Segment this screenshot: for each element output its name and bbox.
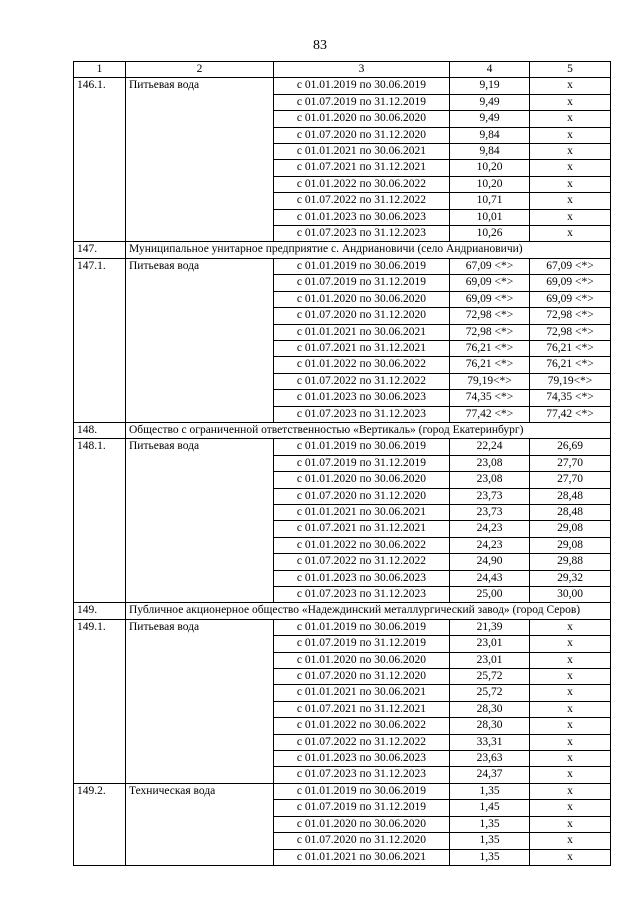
period-cell: с 01.07.2022 по 31.12.2022 xyxy=(274,554,450,570)
item-name-cell: Питьевая вода xyxy=(126,439,274,455)
table-row xyxy=(74,488,611,504)
table-row xyxy=(74,472,611,488)
header-cell: 1 xyxy=(74,62,126,78)
tariff-value-cell: 10,01 xyxy=(450,209,530,225)
item-number-cell xyxy=(74,144,126,160)
tariff-value-cell: 76,21 <*> xyxy=(450,340,530,356)
tariff-value-cell: 1,45 xyxy=(450,800,530,816)
tariff-vat-cell: 29,32 xyxy=(530,570,611,586)
item-number-cell xyxy=(74,357,126,373)
tariff-value-cell: 67,09 <*> xyxy=(450,258,530,274)
tariff-value-cell: 23,73 xyxy=(450,504,530,520)
item-name-cell xyxy=(126,472,274,488)
table-row xyxy=(74,78,611,94)
table-row xyxy=(74,176,611,192)
tariff-value-cell: 9,84 xyxy=(450,127,530,143)
tariff-vat-cell: 69,09 <*> xyxy=(530,291,611,307)
item-number-cell xyxy=(74,521,126,537)
table-row xyxy=(74,308,611,324)
table-row xyxy=(74,291,611,307)
item-name-cell: Питьевая вода xyxy=(126,619,274,635)
tariff-value-cell: 23,08 xyxy=(450,472,530,488)
tariff-value-cell: 23,01 xyxy=(450,636,530,652)
item-name-cell xyxy=(126,718,274,734)
table-row xyxy=(74,554,611,570)
table-row xyxy=(74,800,611,816)
table-row xyxy=(74,439,611,455)
tariff-vat-cell: 30,00 xyxy=(530,587,611,603)
item-number-cell xyxy=(74,833,126,849)
table-row xyxy=(74,340,611,356)
table-row xyxy=(74,258,611,274)
item-number-cell xyxy=(74,340,126,356)
item-number-cell xyxy=(74,308,126,324)
item-number-cell xyxy=(74,390,126,406)
tariff-vat-cell: х xyxy=(530,193,611,209)
table-row xyxy=(74,111,611,127)
period-cell: с 01.07.2021 по 31.12.2021 xyxy=(274,701,450,717)
item-number-cell xyxy=(74,767,126,783)
period-cell: с 01.07.2023 по 31.12.2023 xyxy=(274,767,450,783)
item-name-cell xyxy=(126,488,274,504)
table-row xyxy=(74,160,611,176)
period-cell: с 01.07.2019 по 31.12.2019 xyxy=(274,455,450,471)
item-name-cell xyxy=(126,455,274,471)
item-name-cell xyxy=(126,226,274,242)
item-number-cell xyxy=(74,275,126,291)
item-number-cell xyxy=(74,209,126,225)
table-row xyxy=(74,390,611,406)
organization-row xyxy=(74,603,611,619)
period-cell: с 01.07.2021 по 31.12.2021 xyxy=(274,521,450,537)
period-cell: с 01.07.2022 по 31.12.2022 xyxy=(274,193,450,209)
tariff-vat-cell: 72,98 <*> xyxy=(530,308,611,324)
tariff-vat-cell: х xyxy=(530,849,611,865)
tariff-value-cell: 24,90 xyxy=(450,554,530,570)
header-cell: 2 xyxy=(126,62,274,78)
tariff-vat-cell: х xyxy=(530,160,611,176)
item-name-cell xyxy=(126,160,274,176)
table-row xyxy=(74,734,611,750)
header-cell: 4 xyxy=(450,62,530,78)
table-row xyxy=(74,669,611,685)
table-row xyxy=(74,521,611,537)
item-name-cell xyxy=(126,833,274,849)
period-cell: с 01.01.2019 по 30.06.2019 xyxy=(274,439,450,455)
item-name-cell xyxy=(126,849,274,865)
organization-number-cell: 149. xyxy=(74,603,126,619)
period-cell: с 01.07.2021 по 31.12.2021 xyxy=(274,340,450,356)
tariff-value-cell: 21,39 xyxy=(450,619,530,635)
table-row xyxy=(74,537,611,553)
tariff-vat-cell: х xyxy=(530,669,611,685)
table-row xyxy=(74,406,611,422)
item-number-cell xyxy=(74,537,126,553)
period-cell: с 01.01.2021 по 30.06.2021 xyxy=(274,144,450,160)
tariff-vat-cell: х xyxy=(530,685,611,701)
tariff-value-cell: 33,31 xyxy=(450,734,530,750)
tariff-value-cell: 9,49 xyxy=(450,111,530,127)
tariff-vat-cell: 79,19<*> xyxy=(530,373,611,389)
table-row xyxy=(74,833,611,849)
tariff-vat-cell: 74,35 <*> xyxy=(530,390,611,406)
item-number-cell xyxy=(74,816,126,832)
item-number-cell xyxy=(74,636,126,652)
item-number-cell: 149.1. xyxy=(74,619,126,635)
period-cell: с 01.01.2020 по 30.06.2020 xyxy=(274,472,450,488)
table-row xyxy=(74,226,611,242)
item-number-cell xyxy=(74,472,126,488)
item-name-cell xyxy=(126,701,274,717)
tariff-vat-cell: х xyxy=(530,701,611,717)
period-cell: с 01.01.2023 по 30.06.2023 xyxy=(274,751,450,767)
tariff-value-cell: 9,19 xyxy=(450,78,530,94)
tariff-value-cell: 28,30 xyxy=(450,701,530,717)
item-name-cell: Техническая вода xyxy=(126,783,274,799)
item-name-cell xyxy=(126,373,274,389)
item-number-cell xyxy=(74,291,126,307)
tariff-value-cell: 1,35 xyxy=(450,833,530,849)
item-number-cell xyxy=(74,849,126,865)
item-name-cell xyxy=(126,570,274,586)
tariff-value-cell: 10,20 xyxy=(450,160,530,176)
organization-name-cell: Общество с ограниченной ответственностью «Вертикаль» (город Екатеринбург) xyxy=(126,422,611,438)
tariff-vat-cell: х xyxy=(530,619,611,635)
item-number-cell xyxy=(74,193,126,209)
period-cell: с 01.01.2021 по 30.06.2021 xyxy=(274,685,450,701)
tariff-value-cell: 10,26 xyxy=(450,226,530,242)
table-row xyxy=(74,816,611,832)
table-row xyxy=(74,504,611,520)
item-number-cell xyxy=(74,718,126,734)
period-cell: с 01.01.2021 по 30.06.2021 xyxy=(274,324,450,340)
tariff-vat-cell: 26,69 xyxy=(530,439,611,455)
item-number-cell: 148.1. xyxy=(74,439,126,455)
item-number-cell xyxy=(74,226,126,242)
tariff-vat-cell: 29,08 xyxy=(530,521,611,537)
tariff-vat-cell: 29,88 xyxy=(530,554,611,570)
period-cell: с 01.07.2020 по 31.12.2020 xyxy=(274,488,450,504)
tariff-value-cell: 10,20 xyxy=(450,176,530,192)
table-row xyxy=(74,701,611,717)
period-cell: с 01.07.2023 по 31.12.2023 xyxy=(274,406,450,422)
tariff-vat-cell: х xyxy=(530,800,611,816)
period-cell: с 01.01.2022 по 30.06.2022 xyxy=(274,357,450,373)
tariff-value-cell: 22,24 xyxy=(450,439,530,455)
item-name-cell xyxy=(126,751,274,767)
period-cell: с 01.07.2020 по 31.12.2020 xyxy=(274,127,450,143)
tariff-value-cell: 1,35 xyxy=(450,783,530,799)
period-cell: с 01.01.2019 по 30.06.2019 xyxy=(274,783,450,799)
tariff-value-cell: 24,37 xyxy=(450,767,530,783)
period-cell: с 01.01.2019 по 30.06.2019 xyxy=(274,258,450,274)
item-name-cell xyxy=(126,652,274,668)
item-name-cell xyxy=(126,816,274,832)
tariff-value-cell: 23,63 xyxy=(450,751,530,767)
period-cell: с 01.07.2019 по 31.12.2019 xyxy=(274,636,450,652)
tariff-value-cell: 74,35 <*> xyxy=(450,390,530,406)
organization-name-cell: Муниципальное унитарное предприятие с. Андриановичи (село Андриановичи) xyxy=(126,242,611,258)
item-number-cell: 149.2. xyxy=(74,783,126,799)
item-name-cell xyxy=(126,587,274,603)
period-cell: с 01.01.2022 по 30.06.2022 xyxy=(274,537,450,553)
item-number-cell xyxy=(74,176,126,192)
item-name-cell xyxy=(126,176,274,192)
table-row xyxy=(74,373,611,389)
period-cell: с 01.07.2019 по 31.12.2019 xyxy=(274,94,450,110)
item-name-cell xyxy=(126,554,274,570)
item-name-cell xyxy=(126,521,274,537)
item-name-cell xyxy=(126,357,274,373)
item-number-cell xyxy=(74,570,126,586)
table-row xyxy=(74,570,611,586)
tariff-vat-cell: х xyxy=(530,718,611,734)
table-row xyxy=(74,718,611,734)
item-name-cell xyxy=(126,800,274,816)
table-row xyxy=(74,751,611,767)
item-number-cell xyxy=(74,373,126,389)
tariff-vat-cell: х xyxy=(530,78,611,94)
organization-row xyxy=(74,422,611,438)
period-cell: с 01.01.2023 по 30.06.2023 xyxy=(274,209,450,225)
organization-number-cell: 148. xyxy=(74,422,126,438)
table-row xyxy=(74,209,611,225)
item-name-cell xyxy=(126,144,274,160)
item-name-cell xyxy=(126,193,274,209)
table-row xyxy=(74,767,611,783)
page-number: 83 xyxy=(313,38,327,53)
tariff-vat-cell: х xyxy=(530,94,611,110)
table-row xyxy=(74,144,611,160)
period-cell: с 01.07.2022 по 31.12.2022 xyxy=(274,734,450,750)
item-number-cell xyxy=(74,734,126,750)
tariff-vat-cell: 28,48 xyxy=(530,504,611,520)
tariff-value-cell: 77,42 <*> xyxy=(450,406,530,422)
period-cell: с 01.01.2020 по 30.06.2020 xyxy=(274,816,450,832)
item-name-cell xyxy=(126,127,274,143)
period-cell: с 01.01.2021 по 30.06.2021 xyxy=(274,504,450,520)
period-cell: с 01.01.2022 по 30.06.2022 xyxy=(274,718,450,734)
header-cell: 5 xyxy=(530,62,611,78)
item-name-cell xyxy=(126,94,274,110)
table-row xyxy=(74,685,611,701)
item-number-cell xyxy=(74,94,126,110)
tariff-value-cell: 24,23 xyxy=(450,521,530,537)
organization-number-cell: 147. xyxy=(74,242,126,258)
tariff-value-cell: 72,98 <*> xyxy=(450,324,530,340)
period-cell: с 01.01.2021 по 30.06.2021 xyxy=(274,849,450,865)
table-row xyxy=(74,324,611,340)
tariff-vat-cell: 67,09 <*> xyxy=(530,258,611,274)
tariff-value-cell: 10,71 xyxy=(450,193,530,209)
period-cell: с 01.07.2019 по 31.12.2019 xyxy=(274,800,450,816)
tariff-value-cell: 23,01 xyxy=(450,652,530,668)
tariff-vat-cell: 76,21 <*> xyxy=(530,340,611,356)
item-name-cell xyxy=(126,291,274,307)
item-name-cell xyxy=(126,406,274,422)
period-cell: с 01.01.2020 по 30.06.2020 xyxy=(274,111,450,127)
tariff-value-cell: 69,09 <*> xyxy=(450,275,530,291)
tariff-vat-cell: х xyxy=(530,652,611,668)
period-cell: с 01.01.2020 по 30.06.2020 xyxy=(274,652,450,668)
tariff-value-cell: 1,35 xyxy=(450,816,530,832)
tariff-vat-cell: х xyxy=(530,226,611,242)
item-name-cell xyxy=(126,734,274,750)
item-name-cell xyxy=(126,504,274,520)
tariff-vat-cell: 27,70 xyxy=(530,455,611,471)
tariff-value-cell: 24,43 xyxy=(450,570,530,586)
organization-name-cell: Публичное акционерное общество «Надеждинский металлургический завод» (город Серов) xyxy=(126,603,611,619)
tariff-value-cell: 23,73 xyxy=(450,488,530,504)
period-cell: с 01.07.2020 по 31.12.2020 xyxy=(274,669,450,685)
item-number-cell xyxy=(74,554,126,570)
item-number-cell xyxy=(74,455,126,471)
item-name-cell xyxy=(126,669,274,685)
table-row xyxy=(74,587,611,603)
table-row xyxy=(74,849,611,865)
tariff-vat-cell: 27,70 xyxy=(530,472,611,488)
item-name-cell xyxy=(126,209,274,225)
period-cell: с 01.01.2019 по 30.06.2019 xyxy=(274,619,450,635)
period-cell: с 01.01.2019 по 30.06.2019 xyxy=(274,78,450,94)
tariff-vat-cell: х xyxy=(530,751,611,767)
item-name-cell xyxy=(126,685,274,701)
table-row xyxy=(74,652,611,668)
tariff-vat-cell: 77,42 <*> xyxy=(530,406,611,422)
item-number-cell xyxy=(74,504,126,520)
table-row xyxy=(74,94,611,110)
tariff-value-cell: 69,09 <*> xyxy=(450,291,530,307)
table-row xyxy=(74,636,611,652)
tariff-vat-cell: х xyxy=(530,783,611,799)
tariff-value-cell: 9,49 xyxy=(450,94,530,110)
period-cell: с 01.07.2020 по 31.12.2020 xyxy=(274,833,450,849)
tariff-vat-cell: 72,98 <*> xyxy=(530,324,611,340)
item-number-cell xyxy=(74,751,126,767)
item-number-cell xyxy=(74,669,126,685)
item-name-cell: Питьевая вода xyxy=(126,258,274,274)
tariff-value-cell: 76,21 <*> xyxy=(450,357,530,373)
item-number-cell xyxy=(74,488,126,504)
table-row xyxy=(74,275,611,291)
item-number-cell xyxy=(74,800,126,816)
item-number-cell xyxy=(74,652,126,668)
header-cell: 3 xyxy=(274,62,450,78)
period-cell: с 01.07.2021 по 31.12.2021 xyxy=(274,160,450,176)
item-name-cell xyxy=(126,340,274,356)
period-cell: с 01.01.2023 по 30.06.2023 xyxy=(274,390,450,406)
tariff-vat-cell: х xyxy=(530,144,611,160)
item-name-cell xyxy=(126,275,274,291)
item-name-cell xyxy=(126,111,274,127)
tariff-vat-cell: 69,09 <*> xyxy=(530,275,611,291)
item-number-cell xyxy=(74,406,126,422)
tariff-vat-cell: х xyxy=(530,816,611,832)
tariff-vat-cell: 28,48 xyxy=(530,488,611,504)
item-name-cell xyxy=(126,308,274,324)
item-number-cell xyxy=(74,160,126,176)
item-name-cell xyxy=(126,767,274,783)
tariff-vat-cell: х xyxy=(530,833,611,849)
item-name-cell: Питьевая вода xyxy=(126,78,274,94)
tariff-table xyxy=(73,61,611,866)
tariff-value-cell: 79,19<*> xyxy=(450,373,530,389)
period-cell: с 01.07.2023 по 31.12.2023 xyxy=(274,226,450,242)
item-name-cell xyxy=(126,324,274,340)
item-number-cell xyxy=(74,587,126,603)
tariff-vat-cell: 29,08 xyxy=(530,537,611,553)
tariff-vat-cell: х xyxy=(530,209,611,225)
tariff-vat-cell: х xyxy=(530,767,611,783)
period-cell: с 01.01.2023 по 30.06.2023 xyxy=(274,570,450,586)
tariff-value-cell: 25,00 xyxy=(450,587,530,603)
tariff-value-cell: 23,08 xyxy=(450,455,530,471)
period-cell: с 01.01.2020 по 30.06.2020 xyxy=(274,291,450,307)
period-cell: с 01.07.2019 по 31.12.2019 xyxy=(274,275,450,291)
period-cell: с 01.07.2023 по 31.12.2023 xyxy=(274,587,450,603)
table-row xyxy=(74,783,611,799)
period-cell: с 01.07.2020 по 31.12.2020 xyxy=(274,308,450,324)
table-row xyxy=(74,619,611,635)
item-number-cell xyxy=(74,111,126,127)
table-row xyxy=(74,193,611,209)
table-row xyxy=(74,127,611,143)
tariff-value-cell: 28,30 xyxy=(450,718,530,734)
tariff-value-cell: 25,72 xyxy=(450,669,530,685)
tariff-vat-cell: х xyxy=(530,734,611,750)
period-cell: с 01.01.2022 по 30.06.2022 xyxy=(274,176,450,192)
tariff-value-cell: 25,72 xyxy=(450,685,530,701)
organization-row xyxy=(74,242,611,258)
item-number-cell: 147.1. xyxy=(74,258,126,274)
period-cell: с 01.07.2022 по 31.12.2022 xyxy=(274,373,450,389)
table-row xyxy=(74,357,611,373)
item-number-cell xyxy=(74,701,126,717)
item-name-cell xyxy=(126,537,274,553)
tariff-vat-cell: х xyxy=(530,127,611,143)
tariff-vat-cell: х xyxy=(530,636,611,652)
item-number-cell xyxy=(74,324,126,340)
tariff-value-cell: 9,84 xyxy=(450,144,530,160)
item-number-cell: 146.1. xyxy=(74,78,126,94)
tariff-value-cell: 72,98 <*> xyxy=(450,308,530,324)
item-name-cell xyxy=(126,636,274,652)
tariff-vat-cell: х xyxy=(530,176,611,192)
item-name-cell xyxy=(126,390,274,406)
tariff-value-cell: 1,35 xyxy=(450,849,530,865)
tariff-vat-cell: х xyxy=(530,111,611,127)
table-row xyxy=(74,455,611,471)
tariff-vat-cell: 76,21 <*> xyxy=(530,357,611,373)
item-number-cell xyxy=(74,685,126,701)
tariff-value-cell: 24,23 xyxy=(450,537,530,553)
item-number-cell xyxy=(74,127,126,143)
header-row xyxy=(74,62,611,78)
